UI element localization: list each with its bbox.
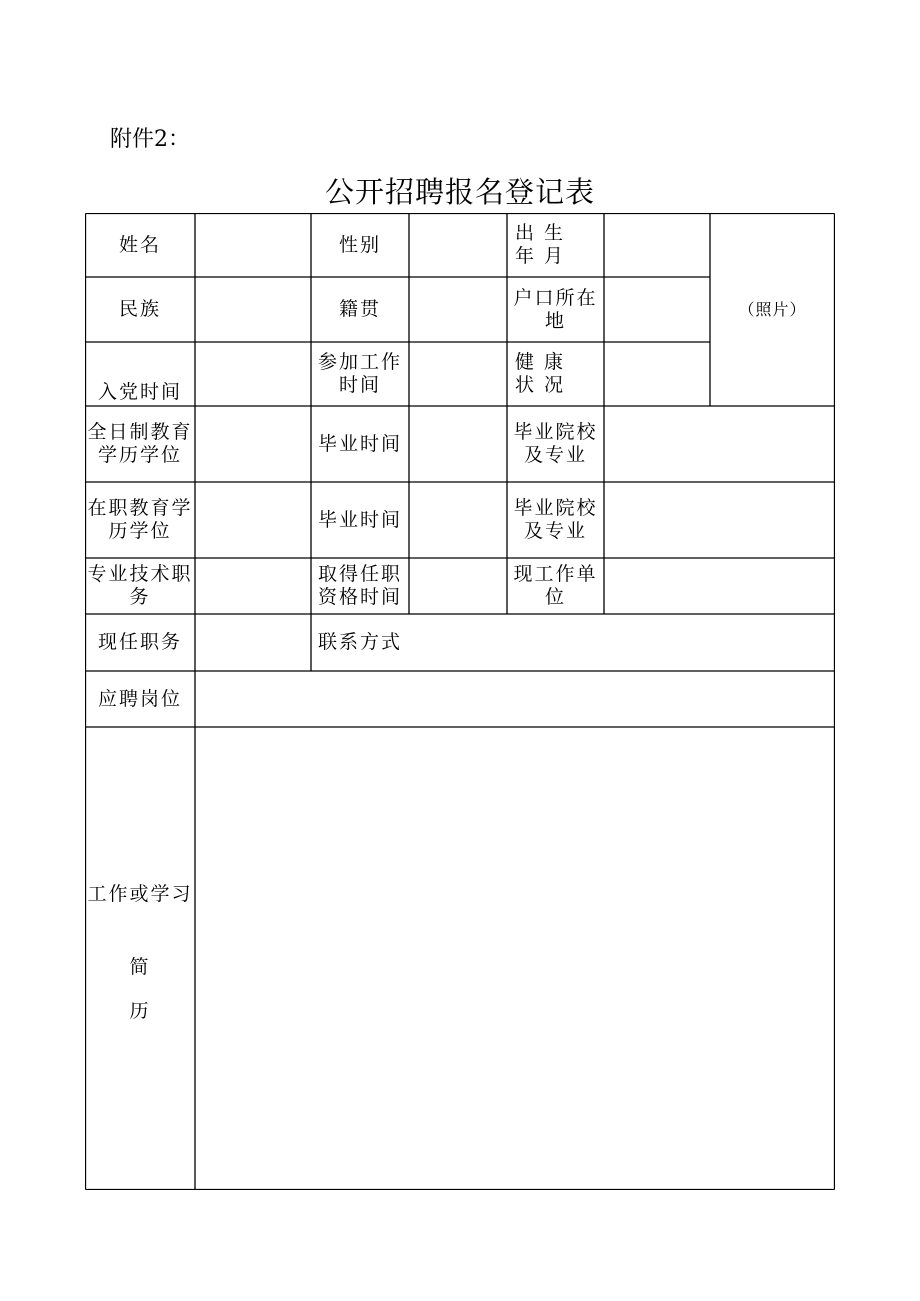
ethnicity-field[interactable] bbox=[196, 278, 310, 341]
name-label: 姓名 bbox=[118, 233, 161, 256]
registration-form bbox=[85, 213, 835, 1190]
native-place-field[interactable] bbox=[410, 278, 506, 341]
household-location-field[interactable] bbox=[605, 278, 709, 341]
professional-title-field[interactable] bbox=[196, 559, 310, 613]
qualification-time-label: 取得任职 资格时间 bbox=[317, 563, 402, 608]
contact-label: 联系方式 bbox=[317, 631, 402, 653]
applied-position-field[interactable] bbox=[196, 672, 834, 726]
ethnicity-label: 民族 bbox=[118, 298, 161, 320]
birth-date-field[interactable] bbox=[605, 214, 709, 276]
work-start-date-field[interactable] bbox=[410, 343, 506, 405]
health-status-field[interactable] bbox=[605, 343, 709, 405]
professional-title-label: 专业技术职 务 bbox=[87, 563, 193, 608]
fulltime-education-field[interactable] bbox=[196, 407, 310, 481]
party-join-date-label: 入党时间 bbox=[97, 381, 182, 403]
gender-field[interactable] bbox=[410, 214, 506, 276]
gender-label: 性别 bbox=[338, 233, 381, 256]
fulltime-graduation-time-label: 毕业时间 bbox=[317, 432, 402, 455]
current-employer-label: 现工作单 位 bbox=[513, 563, 598, 608]
birth-date-label: 出 生 年 月 bbox=[515, 222, 566, 267]
resume-label-line3: 历 bbox=[129, 1000, 151, 1022]
resume-label-line2: 简 bbox=[129, 956, 151, 978]
current-position-label: 现任职务 bbox=[97, 631, 182, 653]
fulltime-school-major-label: 毕业院校 及专业 bbox=[513, 421, 598, 466]
attachment-label: 附件2： bbox=[110, 127, 190, 152]
health-status-label: 健 康 状 况 bbox=[515, 351, 566, 396]
party-join-date-field[interactable] bbox=[196, 343, 310, 405]
native-place-label: 籍贯 bbox=[338, 298, 381, 320]
current-position-field[interactable] bbox=[196, 615, 310, 670]
photo-placeholder[interactable]: （照片） bbox=[738, 300, 807, 319]
qualification-time-field[interactable] bbox=[410, 559, 506, 613]
parttime-school-major-field[interactable] bbox=[605, 483, 834, 557]
form-title: 公开招聘报名登记表 bbox=[324, 175, 595, 209]
parttime-graduation-time-label: 毕业时间 bbox=[317, 508, 402, 531]
name-field[interactable] bbox=[196, 214, 310, 276]
resume-label-line1: 工作或学习 bbox=[87, 883, 193, 905]
parttime-graduation-time-field[interactable] bbox=[410, 483, 506, 557]
parttime-education-label: 在职教育学 历学位 bbox=[87, 497, 193, 542]
parttime-education-field[interactable] bbox=[196, 483, 310, 557]
fulltime-school-major-field[interactable] bbox=[605, 407, 834, 481]
fulltime-education-label: 全日制教育 学历学位 bbox=[87, 421, 193, 466]
work-start-date-label: 参加工作 时间 bbox=[317, 351, 402, 396]
contact-field[interactable] bbox=[410, 615, 834, 670]
fulltime-graduation-time-field[interactable] bbox=[410, 407, 506, 481]
parttime-school-major-label: 毕业院校 及专业 bbox=[513, 497, 598, 542]
applied-position-label: 应聘岗位 bbox=[97, 687, 182, 710]
resume-field[interactable] bbox=[196, 728, 834, 1189]
current-employer-field[interactable] bbox=[605, 559, 834, 613]
household-location-label: 户口所在 地 bbox=[513, 286, 598, 332]
